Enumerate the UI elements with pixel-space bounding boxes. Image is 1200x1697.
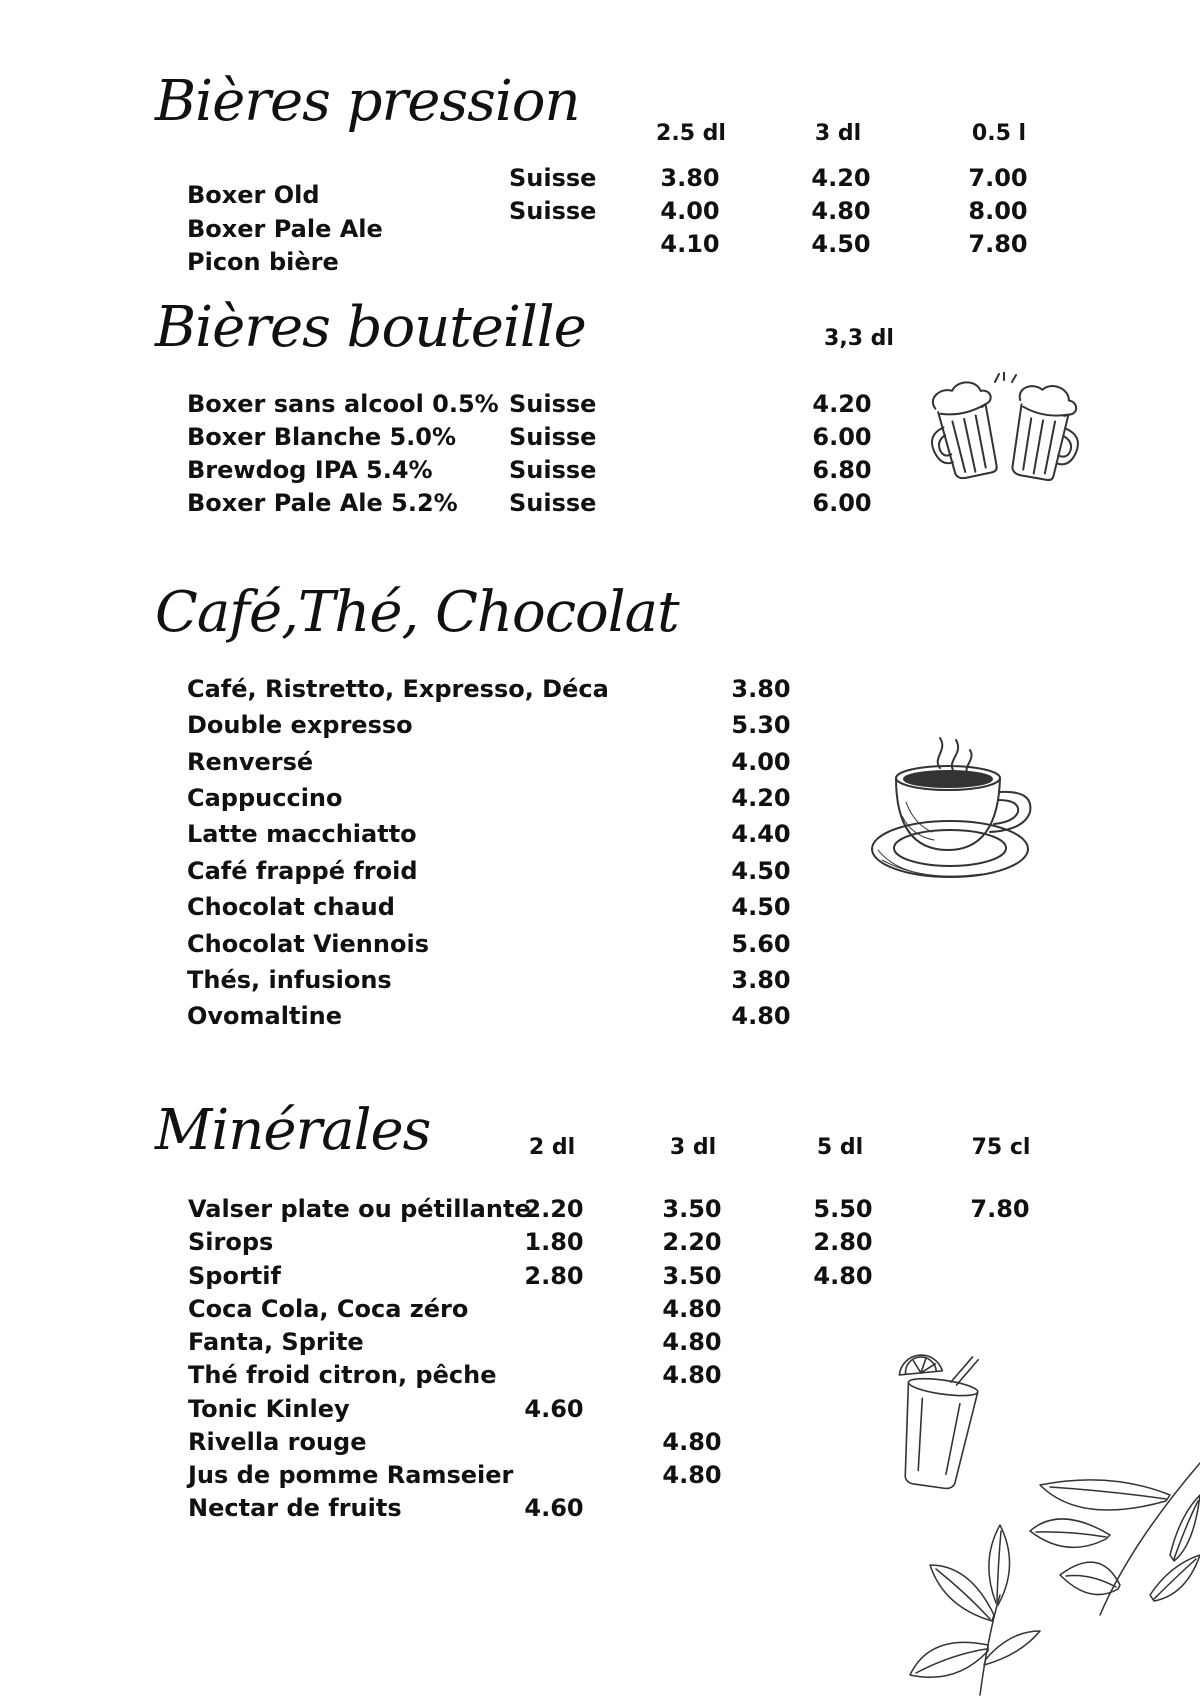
menu-item-name: Brewdog IPA 5.4%: [187, 456, 433, 484]
menu-item-name: Jus de pomme Ramseier: [188, 1461, 514, 1489]
menu-item-price: 4.50: [811, 230, 871, 258]
menu-item-price: 4.80: [662, 1461, 722, 1489]
draught-size-header: 0.5 l: [971, 121, 1027, 146]
menu-item-name: Rivella rouge: [188, 1428, 367, 1456]
draught-title: Bières pression: [155, 69, 580, 134]
menu-item-name: Coca Cola, Coca zéro: [188, 1295, 469, 1323]
menu-item-name: Sirops: [188, 1228, 274, 1256]
menu-item-price: 4.10: [660, 230, 720, 258]
menu-item-name: Café frappé froid: [187, 857, 418, 885]
coffee-cup-icon: [862, 732, 1042, 892]
menu-item-name: Ovomaltine: [187, 1002, 343, 1030]
bottle-size-header: 3,3 dl: [824, 326, 894, 351]
menu-item-price: 4.00: [731, 748, 791, 776]
menu-item-name: Café, Ristretto, Expresso, Déca: [187, 675, 609, 703]
menu-item-price: 4.80: [811, 197, 871, 225]
bottle-title: Bières bouteille: [155, 295, 586, 360]
menu-item-price: 6.00: [812, 423, 872, 451]
menu-item-origin: Suisse: [509, 164, 597, 192]
menu-item-name: Cappuccino: [187, 784, 343, 812]
menu-item-price: 2.20: [662, 1228, 722, 1256]
menu-item-name: Picon bière: [187, 248, 339, 276]
menu-item-price: 6.00: [812, 489, 872, 517]
menu-item-price: 3.50: [662, 1195, 722, 1223]
menu-item-price: 4.80: [662, 1295, 722, 1323]
menu-item-origin: Suisse: [509, 423, 597, 451]
minerals-size-header: 3 dl: [669, 1135, 717, 1160]
menu-item-origin: Suisse: [509, 489, 597, 517]
minerals-size-header: 75 cl: [971, 1135, 1031, 1160]
menu-item-name: Fanta, Sprite: [188, 1328, 364, 1356]
menu-item-price: 7.00: [968, 164, 1028, 192]
menu-item-name: Boxer sans alcool 0.5%: [187, 390, 499, 418]
menu-item-price: 2.20: [524, 1195, 584, 1223]
menu-item-price: 4.60: [524, 1395, 584, 1423]
menu-item-name: Valser plate ou pétillante: [188, 1195, 531, 1223]
menu-item-price: 2.80: [524, 1262, 584, 1290]
menu-item-name: Chocolat chaud: [187, 893, 395, 921]
menu-item-name: Double expresso: [187, 711, 413, 739]
minerals-title: Minérales: [155, 1098, 431, 1163]
menu-item-price: 4.80: [662, 1428, 722, 1456]
menu-item-name: Thé froid citron, pêche: [188, 1361, 497, 1389]
menu-item-price: 4.80: [813, 1262, 873, 1290]
menu-item-name: Boxer Pale Ale 5.2%: [187, 489, 458, 517]
draught-size-header: 2.5 dl: [656, 121, 726, 146]
menu-item-name: Nectar de fruits: [188, 1494, 402, 1522]
menu-item-name: Boxer Blanche 5.0%: [187, 423, 457, 451]
menu-item-price: 4.20: [811, 164, 871, 192]
menu-item-name: Tonic Kinley: [188, 1395, 350, 1423]
minerals-size-header: 2 dl: [528, 1135, 576, 1160]
leaves-icon: [870, 1455, 1200, 1697]
menu-item-price: 6.80: [812, 456, 872, 484]
beer-mugs-icon: [925, 372, 1085, 487]
menu-item-price: 4.60: [524, 1494, 584, 1522]
menu-item-price: 4.80: [731, 1002, 791, 1030]
menu-item-origin: Suisse: [509, 197, 597, 225]
menu-item-name: Sportif: [188, 1262, 281, 1290]
menu-item-name: Boxer Pale Ale: [187, 215, 383, 243]
menu-item-name: Renversé: [187, 748, 314, 776]
menu-item-price: 3.50: [662, 1262, 722, 1290]
menu-item-name: Chocolat Viennois: [187, 930, 429, 958]
menu-item-price: 3.80: [731, 966, 791, 994]
menu-item-origin: Suisse: [509, 456, 597, 484]
menu-item-price: 7.80: [970, 1195, 1030, 1223]
menu-item-price: 4.50: [731, 893, 791, 921]
menu-item-name: Boxer Old: [187, 181, 320, 209]
menu-item-price: 4.40: [731, 820, 791, 848]
menu-item-price: 4.20: [731, 784, 791, 812]
menu-item-price: 4.00: [660, 197, 720, 225]
draught-size-header: 3 dl: [814, 121, 862, 146]
menu-item-price: 7.80: [968, 230, 1028, 258]
menu-item-price: 4.80: [662, 1328, 722, 1356]
menu-item-price: 3.80: [660, 164, 720, 192]
menu-item-price: 1.80: [524, 1228, 584, 1256]
menu-item-price: 8.00: [968, 197, 1028, 225]
menu-item-price: 3.80: [731, 675, 791, 703]
menu-item-price: 4.80: [662, 1361, 722, 1389]
menu-item-price: 5.60: [731, 930, 791, 958]
menu-item-price: 4.50: [731, 857, 791, 885]
menu-item-price: 5.30: [731, 711, 791, 739]
menu-item-price: 2.80: [813, 1228, 873, 1256]
minerals-size-header: 5 dl: [816, 1135, 864, 1160]
menu-item-name: Latte macchiatto: [187, 820, 417, 848]
menu-item-origin: Suisse: [509, 390, 597, 418]
menu-item-price: 5.50: [813, 1195, 873, 1223]
hot-drinks-title: Café,Thé, Chocolat: [155, 580, 679, 645]
menu-item-name: Thés, infusions: [187, 966, 392, 994]
menu-item-price: 4.20: [812, 390, 872, 418]
